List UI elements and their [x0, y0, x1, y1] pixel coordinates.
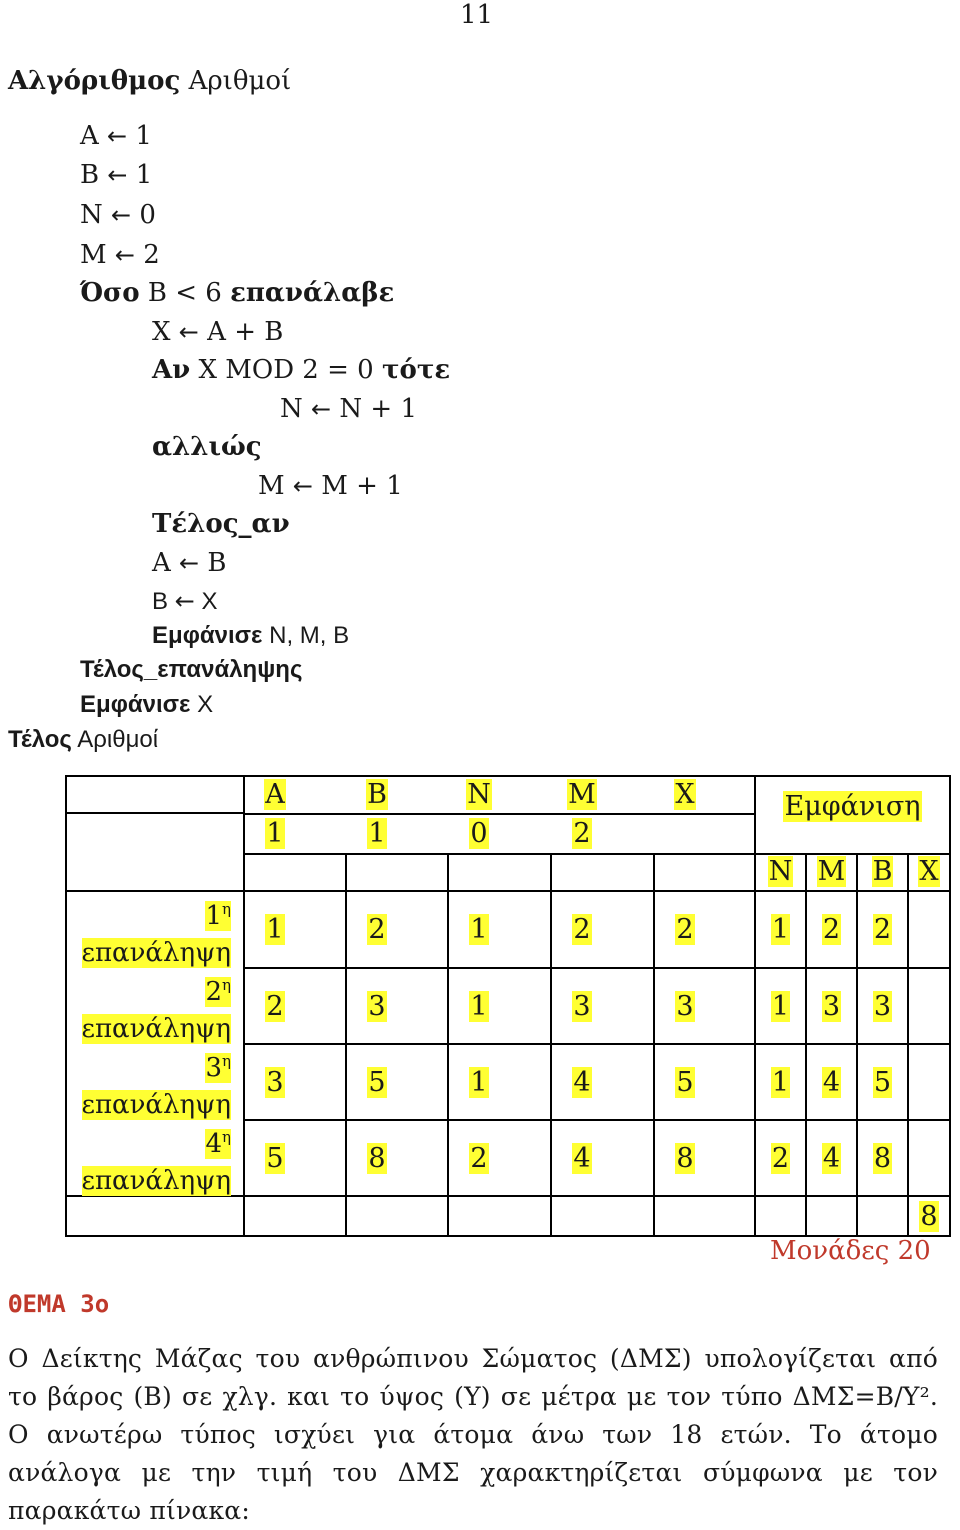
assign-arrow-icon: ← — [311, 395, 332, 423]
endif-keyword: Τέλος_αν — [152, 509, 290, 539]
trace-cell: 3 — [676, 990, 694, 1022]
var: Ν — [280, 394, 303, 424]
iteration-label: $1^\eta$ επανάληψη — [81, 900, 231, 968]
output-label: Εμφάνιση — [784, 790, 921, 822]
trace-cell: 2 — [266, 990, 284, 1022]
then-stmt-line — [280, 394, 417, 424]
print-keyword: Εμφάνισε — [152, 622, 263, 649]
if-keyword: Αν — [152, 355, 191, 385]
assign-arrow-icon: ← — [107, 122, 128, 150]
assign-arrow-icon: ← — [111, 201, 132, 229]
trace-cell: 1 — [470, 990, 488, 1022]
output-header-n: Ν — [768, 856, 793, 887]
trace-cell: 2 — [822, 914, 841, 945]
print2-line — [80, 691, 213, 719]
var: B — [152, 588, 169, 615]
iteration-label: $2^\eta$ επανάληψη — [81, 976, 231, 1044]
trace-cell: 3 — [873, 990, 892, 1022]
trace-cell: 4 — [822, 1142, 841, 1174]
header-m: Μ — [568, 778, 596, 810]
trace-cell: 1 — [266, 914, 284, 945]
init-line-m — [80, 240, 160, 270]
trace-cell: 4 — [822, 1066, 841, 1098]
trace-cell: 5 — [676, 1066, 694, 1098]
trace-cell: 8 — [873, 1142, 892, 1174]
trace-cell: 2 — [470, 1142, 488, 1174]
value: 2 — [143, 240, 160, 270]
table-line — [907, 853, 909, 1237]
if-condition: Χ MOD 2 = 0 — [198, 355, 374, 385]
output-header-m: Μ — [817, 856, 846, 887]
trace-cell: 3 — [822, 990, 841, 1022]
initial-n: 0 — [470, 817, 488, 849]
initial-a: 1 — [266, 817, 284, 849]
trace-cell: 2 — [771, 1142, 790, 1174]
trace-cell: 1 — [771, 1066, 790, 1098]
table-line — [65, 812, 243, 814]
algorithm-name: Αριθμοί — [188, 66, 292, 96]
assign-arrow-icon: ← — [114, 241, 135, 269]
page-number: 11 — [460, 0, 494, 30]
trace-cell: 1 — [771, 990, 790, 1022]
else-stmt-line — [258, 471, 403, 501]
print-args: X — [197, 691, 214, 718]
assign-arrow-icon: ← — [174, 587, 195, 615]
assign-b-line — [152, 587, 217, 616]
print-line — [152, 622, 349, 650]
trace-cell: 1 — [771, 914, 790, 945]
end-name: Αριθμοί — [77, 726, 159, 753]
output-header-b: Β — [872, 856, 893, 887]
iteration-label: $4^\eta$ επανάληψη — [81, 1128, 231, 1196]
expr: Α + Β — [207, 317, 284, 347]
else-keyword: αλλιώς — [152, 432, 262, 462]
assign-a-line — [152, 548, 227, 578]
trace-cell: 2 — [368, 914, 386, 945]
assign-arrow-icon: ← — [107, 161, 128, 189]
expr: Ν + 1 — [339, 394, 417, 424]
algorithm-header — [8, 66, 291, 96]
var: Α — [80, 121, 99, 151]
while-condition: Β < 6 — [147, 278, 222, 308]
while-keyword: Όσο — [80, 278, 140, 308]
trace-cell: 5 — [368, 1066, 386, 1098]
table-border-right — [949, 775, 951, 1237]
trace-cell: 3 — [368, 990, 386, 1022]
points-label: Μονάδες 20 — [770, 1236, 931, 1266]
var: Χ — [152, 317, 171, 347]
assign-arrow-icon: ← — [178, 318, 199, 346]
header-x: Χ — [675, 778, 695, 810]
trace-cell: 8 — [676, 1142, 694, 1174]
trace-cell: 5 — [266, 1142, 284, 1174]
var: Μ — [258, 471, 285, 501]
assign-arrow-icon: ← — [179, 549, 200, 577]
init-line-a — [80, 121, 152, 151]
final-x-value: 8 — [920, 1200, 938, 1232]
theme-heading: ΘΕΜΑ 3ο — [8, 1290, 110, 1318]
value: 1 — [135, 121, 152, 151]
assign-x-line — [152, 317, 283, 347]
body-paragraph: Ο Δείκτης Μάζας του ανθρώπινου Σώματος (ΔΜΣ) υπολογίζεται από το βάρος (Β) σε χλγ. και το ύψος (Υ) σε μέτρα με τον τύπο ΔΜΣ=Β/Υ². Ο ανωτέρω τύπος ισχύει για άτομα άνω των 18 ετών. Το άτομο ανάλογα με την τιμή του ΔΜΣ χαρακτηρίζεται σύμφωνα με τον παρακάτω πίνακα: — [8, 1344, 938, 1525]
var: Ν — [80, 200, 103, 230]
while-do-keyword: επανάλαβε — [230, 278, 395, 308]
header-b: Β — [367, 778, 387, 810]
assign-arrow-icon: ← — [292, 472, 313, 500]
trace-cell: 4 — [573, 1142, 591, 1174]
print-args: N, M, B — [269, 622, 350, 649]
var: Β — [80, 160, 100, 190]
expr: X — [201, 588, 218, 615]
trace-cell: 8 — [368, 1142, 386, 1174]
trace-table — [65, 775, 951, 1237]
end-line — [8, 726, 158, 754]
var: Α — [152, 548, 171, 578]
end-keyword: Τέλος — [8, 726, 72, 753]
if-line — [152, 355, 450, 385]
algorithm-keyword: Αλγόριθμος — [8, 66, 181, 96]
expr: Μ + 1 — [321, 471, 403, 501]
trace-cell: 1 — [470, 1066, 488, 1098]
while-line — [80, 278, 394, 308]
trace-cell: 5 — [873, 1066, 892, 1098]
trace-cell: 3 — [573, 990, 591, 1022]
initial-m: 2 — [573, 817, 591, 849]
trace-cell: 2 — [573, 914, 591, 945]
endwhile-keyword: Τέλος_επανάληψης — [80, 656, 303, 683]
then-keyword: τότε — [381, 355, 451, 385]
init-line-b — [80, 160, 152, 190]
trace-cell: 2 — [676, 914, 694, 945]
header-a: Α — [265, 778, 285, 810]
trace-cell: 1 — [470, 914, 488, 945]
print-keyword: Εμφάνισε — [80, 691, 191, 718]
trace-cell: 3 — [266, 1066, 284, 1098]
trace-cell: 4 — [573, 1066, 591, 1098]
output-header-x: Χ — [919, 856, 939, 887]
var: Μ — [80, 240, 107, 270]
initial-b: 1 — [368, 817, 386, 849]
trace-cell: 2 — [873, 914, 892, 945]
expr: Β — [207, 548, 227, 578]
value: 1 — [135, 160, 153, 190]
iteration-label: $3^\eta$ επανάληψη — [81, 1052, 231, 1120]
header-n: Ν — [467, 778, 491, 810]
value: 0 — [139, 200, 156, 230]
init-line-n — [80, 200, 156, 230]
